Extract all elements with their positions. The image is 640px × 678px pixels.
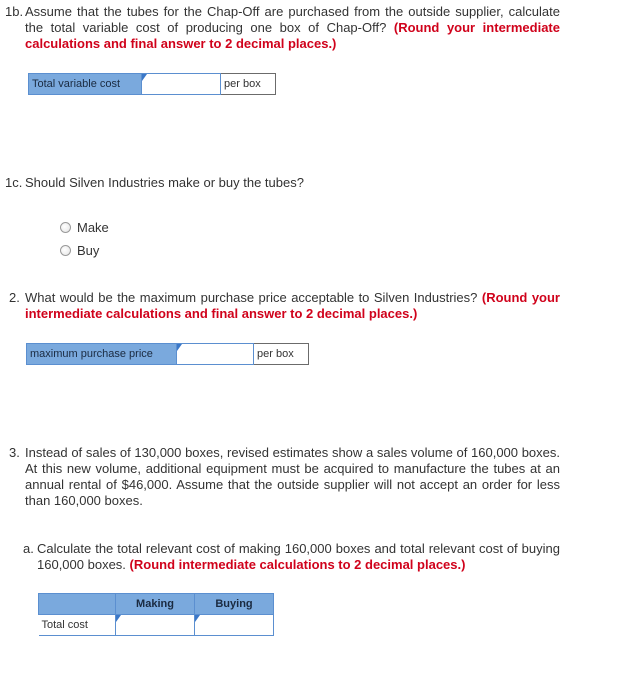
question-text: Should Silven Industries make or buy the tubes? [25, 175, 304, 190]
header-buying: Buying [195, 594, 274, 615]
unit-label: per box [221, 74, 276, 95]
option-label: Make [77, 220, 109, 235]
question-number: 1b. [5, 4, 24, 19]
radio-make[interactable] [60, 222, 71, 233]
option-label: Buy [77, 243, 100, 258]
unit-label: per box [254, 344, 309, 365]
input-marker-icon [177, 344, 182, 351]
header-blank [39, 594, 116, 615]
maximum-purchase-price-input[interactable] [177, 344, 254, 365]
question-text: Instead of sales of 130,000 boxes, revised estimates show a sales volume of 160,000 boxes. At this new volume, additional equipment must be acquired to manufacture the tubes at an annual rental of $46,000. Assume that the outside supplier will not accept an order for less than 160,000 boxes. [25, 445, 560, 508]
radio-buy[interactable] [60, 245, 71, 256]
answer-label: maximum purchase price [27, 344, 177, 365]
total-variable-cost-input[interactable] [142, 74, 221, 95]
rounding-note: (Round your intermediate calculations and final answer to 2 decimal places.) [25, 20, 560, 51]
question-number: a. [23, 541, 34, 556]
making-total-cost-input[interactable] [116, 615, 195, 636]
question-text: Assume that the tubes for the Chap-Off are purchased from the outside supplier, calculate the total variable cost of producing one box of Chap-Off? [25, 4, 560, 35]
relevant-cost-table [38, 593, 274, 636]
option-make[interactable] [60, 220, 109, 235]
buying-total-cost-input[interactable] [195, 615, 274, 636]
question-number: 1c. [5, 175, 23, 190]
question-text: What would be the maximum purchase price acceptable to Silven Industries? [25, 290, 478, 305]
header-making: Making [116, 594, 195, 615]
answer-row-total-variable-cost [28, 73, 276, 95]
input-marker-icon [195, 615, 200, 622]
input-marker-icon [116, 615, 121, 622]
option-buy[interactable] [60, 243, 99, 258]
input-marker-icon [142, 74, 147, 81]
rounding-note: (Round your intermediate calculations and final answer to 2 decimal places.) [25, 290, 560, 321]
answer-label: Total variable cost [29, 74, 142, 95]
question-text: Calculate the total relevant cost of making 160,000 boxes and total relevant cost of buying 160,000 boxes. [37, 541, 560, 572]
rounding-note: (Round intermediate calculations to 2 decimal places.) [129, 557, 466, 572]
question-number: 3. [9, 445, 20, 460]
question-number: 2. [9, 290, 20, 305]
row-label-total-cost: Total cost [39, 615, 116, 636]
answer-row-maximum-purchase-price [26, 343, 309, 365]
